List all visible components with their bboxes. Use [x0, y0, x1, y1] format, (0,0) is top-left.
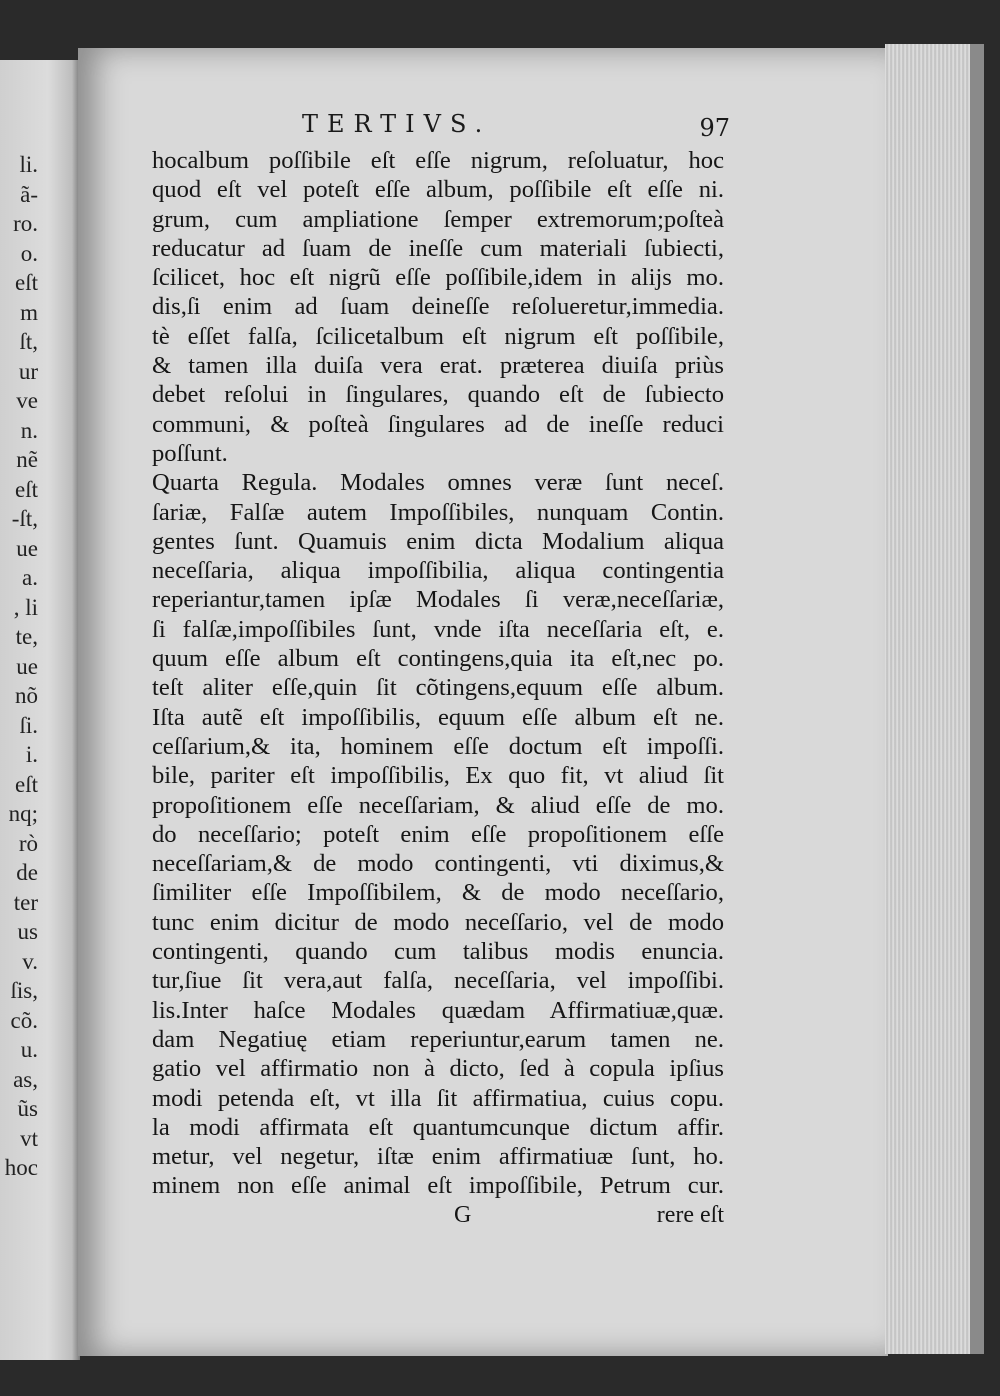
- left-fragment: m: [20, 299, 38, 325]
- text-line: reperiantur,tamen ipſæ Modales ſi veræ,neceſſariæ,: [152, 586, 724, 614]
- text-line: propoſitionem eſſe neceſſariam, & aliud eſſe de mo.: [152, 791, 724, 819]
- text-line: tunc enim dicitur de modo neceſſario, vel de modo: [152, 908, 724, 936]
- text-line: & tamen illa duiſa vera erat. præterea diuiſa priùs: [152, 352, 724, 380]
- left-fragment: rò: [18, 830, 38, 856]
- left-page-fragments: [4, 150, 44, 1183]
- text-line: metur, vel negetur, iſtæ enim affirmatiuæ ſunt, ho.: [152, 1143, 724, 1171]
- left-fragment: ue: [16, 653, 38, 679]
- text-line: minem non eſſe animal eſt impoſſibile, Petrum cur.: [152, 1172, 724, 1200]
- text-line: ceſſarium,& ita, hominem eſſe doctum eſt impoſſi.: [152, 732, 724, 760]
- text-line: contingenti, quando cum talibus modis enuncia.: [152, 938, 724, 966]
- left-fragment: ã-: [20, 181, 38, 207]
- left-fragment: ro.: [13, 211, 38, 236]
- left-fragment: as,: [13, 1066, 38, 1092]
- text-line: hocalbum poſſibile eſt eſſe nigrum, reſoluatur, hoc: [152, 147, 724, 174]
- left-fragment: -ſt,: [11, 506, 38, 531]
- text-line: tur,ſiue ſit vera,aut falſa, neceſſaria, vel impoſſibi.: [152, 967, 724, 995]
- left-facing-page: [0, 60, 80, 1360]
- left-fragment: nõ: [15, 683, 38, 708]
- signature-mark: G: [454, 1202, 472, 1228]
- left-fragment: a.: [22, 565, 38, 590]
- text-line: neceſſariam,& de modo contingenti, vti diximus,&: [152, 850, 724, 878]
- left-fragment: v.: [22, 948, 38, 974]
- text-line: communi, & poſteà ſingulares ad de ineſſe reduci: [152, 410, 724, 438]
- left-fragment: ſis,: [10, 978, 38, 1003]
- text-line: ſcilicet, hoc eſt nigrũ eſſe poſſibile,idem in alijs mo.: [152, 264, 724, 292]
- left-fragment: o.: [20, 240, 38, 266]
- text-line: modi petenda eſt, vt illa ſit affirmatiua, cuius copu.: [152, 1084, 724, 1112]
- left-fragment: i.: [25, 742, 38, 767]
- text-line: dam Negatiuę etiam reperiuntur,earum tamen ne.: [152, 1025, 724, 1053]
- left-fragment: li.: [19, 152, 38, 177]
- catchword: rere eſt: [656, 1202, 724, 1228]
- left-fragment: te,: [15, 624, 38, 649]
- text-line: ſariæ, Falſæ autem Impoſſibiles, nunquam Contin.: [152, 498, 724, 526]
- text-line: ſimiliter eſſe Impoſſibilem, & de modo neceſſario,: [152, 879, 724, 907]
- text-line: dis,ſi enim ad ſuam deineſſe reſolueretur,immedia.: [152, 293, 724, 321]
- page-number: 97: [699, 114, 730, 142]
- left-fragment: eſt: [15, 270, 38, 295]
- text-line: tè eſſet falſa, ſcilicetalbum eſt nigrum eſt poſſibile,: [152, 322, 724, 350]
- left-fragment: hoc: [4, 1155, 38, 1180]
- left-fragment: eſt: [15, 476, 38, 502]
- left-fragment: ſt,: [19, 329, 38, 354]
- text-line: quum eſſe album eſt contingens,quia ita eſt,nec po.: [152, 645, 724, 673]
- page-header: [290, 110, 730, 146]
- text-line: neceſſaria, aliqua impoſſibilia, aliqua contingentia: [152, 557, 724, 585]
- text-line: Quarta Regula. Modales omnes veræ ſunt neceſ.: [152, 469, 724, 497]
- text-line: debet reſolui in ſingulares, quando eſt de ſubiecto: [152, 381, 724, 409]
- left-fragment: ſi.: [19, 712, 38, 738]
- page-edges: [885, 44, 984, 1354]
- body-text: [152, 146, 724, 1201]
- page-footer: [152, 1202, 724, 1236]
- left-fragment: n.: [20, 417, 38, 443]
- text-line: do neceſſario; poteſt enim eſſe propoſitionem eſſe: [152, 820, 724, 848]
- text-line: reducatur ad ſuam de ineſſe cum materiali ſubiecti,: [152, 234, 724, 262]
- text-line: gentes ſunt. Quamuis enim dicta Modalium aliqua: [152, 527, 724, 555]
- text-line: Iſta autẽ eſt impoſſibilis, equum eſſe album eſt ne.: [152, 703, 724, 731]
- left-fragment: ve: [16, 388, 38, 413]
- left-fragment: nẽ: [16, 447, 38, 472]
- text-line: teſt aliter eſſe,quin ſit cõtingens,equum eſſe album.: [152, 674, 724, 702]
- text-line: lis.Inter haſce Modales quædam Affirmatiuæ,quæ.: [152, 996, 724, 1024]
- text-line: quod eſt vel poteſt eſſe album, poſſibile eſt eſſe ni.: [152, 176, 724, 204]
- left-fragment: vt: [20, 1125, 38, 1151]
- text-line: bile, pariter eſt impoſſibilis, Ex quo fit, vt aliud ſit: [152, 762, 724, 790]
- text-line: ſi falſæ,impoſſibiles ſunt, vnde iſta neceſſaria eſt, e.: [152, 615, 724, 643]
- left-fragment: , li: [13, 594, 38, 620]
- left-fragment: nq;: [8, 801, 38, 826]
- text-line: grum, cum ampliatione ſemper extremorum;poſteà: [152, 205, 724, 233]
- left-fragment: us: [17, 919, 38, 944]
- left-fragment: ũs: [17, 1096, 38, 1121]
- left-fragment: eſt: [15, 771, 38, 797]
- running-head: TERTIVS.: [302, 110, 492, 138]
- left-fragment: u.: [20, 1037, 38, 1062]
- left-fragment: ur: [18, 358, 38, 384]
- left-fragment: de: [16, 860, 38, 885]
- text-line: poſſunt.: [152, 439, 228, 467]
- text-line: gatio vel affirmatio non à dicto, ſed à copula ipſius: [152, 1055, 724, 1083]
- left-fragment: cõ.: [10, 1007, 38, 1033]
- text-line: la modi affirmata eſt quantumcunque dictum affir.: [152, 1113, 724, 1141]
- left-fragment: ter: [13, 889, 38, 915]
- left-fragment: ue: [16, 535, 38, 561]
